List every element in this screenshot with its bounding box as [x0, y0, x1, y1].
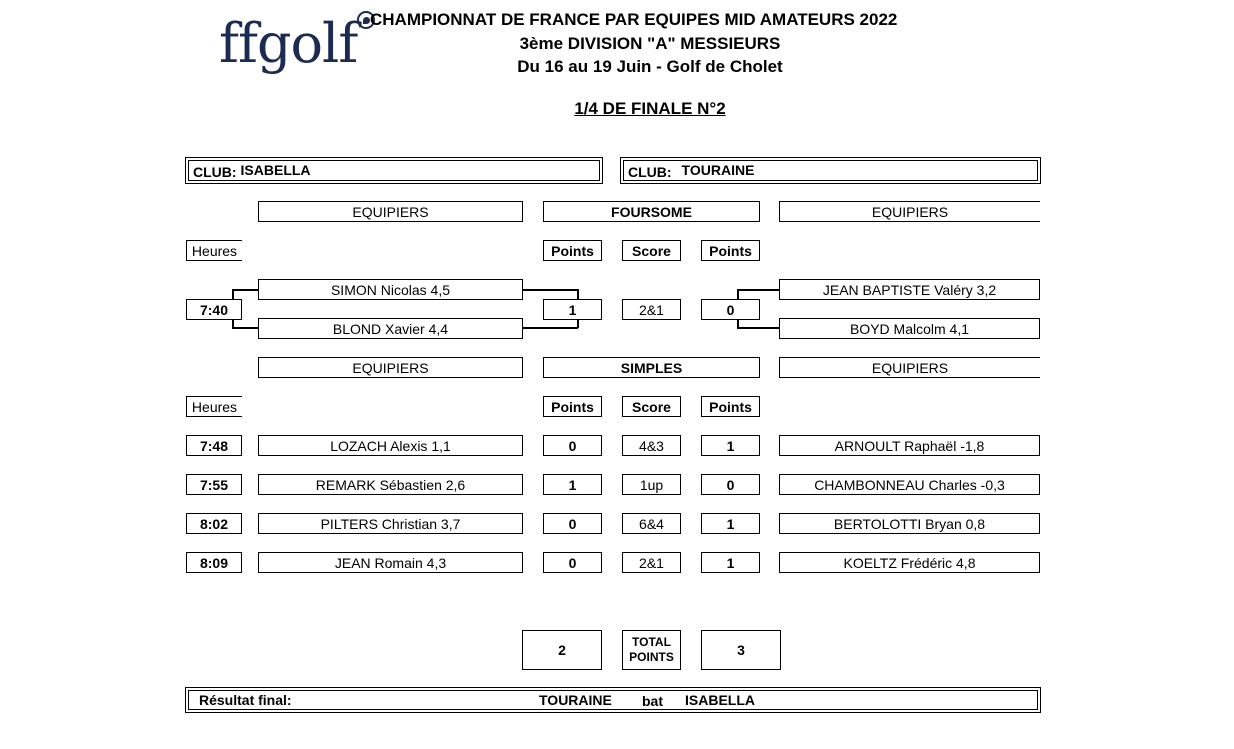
- simples-points-left: 0: [543, 552, 602, 573]
- simples-points-right-label: Points: [701, 396, 760, 417]
- foursome-points-left-label: Points: [543, 240, 602, 261]
- foursome-right-player-1: JEAN BAPTISTE Valéry 3,2: [779, 279, 1040, 300]
- ffgolf-logo: ffgolf: [219, 12, 358, 75]
- final-result-winner: TOURAINE: [539, 692, 612, 708]
- simples-points-right: 1: [701, 552, 760, 573]
- simples-score: 2&1: [622, 552, 681, 573]
- simples-equipiers-right: EQUIPIERS: [779, 357, 1040, 378]
- foursome-heures-label: Heures: [186, 240, 242, 261]
- simples-score: 6&4: [622, 513, 681, 534]
- division-title: 3ème DIVISION "A" MESSIEURS: [519, 34, 781, 53]
- simples-right-player: ARNOULT Raphaël -1,8: [779, 435, 1040, 456]
- simples-left-player: PILTERS Christian 3,7: [258, 513, 523, 534]
- total-points-left: 2: [522, 630, 602, 670]
- bracket-line: [577, 319, 579, 328]
- simples-points-left: 0: [543, 435, 602, 456]
- simples-time: 7:55: [186, 474, 242, 495]
- final-result-box: [185, 687, 1041, 713]
- bracket-line: [232, 327, 259, 329]
- event-dates: Du 16 au 19 Juin - Golf de Cholet: [517, 57, 783, 76]
- round-title: 1/4 DE FINALE N°2: [574, 99, 726, 118]
- simples-points-right: 1: [701, 513, 760, 534]
- bracket-line: [737, 319, 739, 328]
- foursome-section-label: FOURSOME: [543, 201, 760, 222]
- simples-score: 4&3: [622, 435, 681, 456]
- simples-time: 8:02: [186, 513, 242, 534]
- foursome-right-player-2: BOYD Malcolm 4,1: [779, 318, 1040, 339]
- simples-points-right: 1: [701, 435, 760, 456]
- simples-points-left: 0: [543, 513, 602, 534]
- foursome-points-right: 0: [701, 299, 760, 320]
- bracket-line: [232, 289, 259, 291]
- simples-points-left-label: Points: [543, 396, 602, 417]
- total-points-right: 3: [701, 630, 781, 670]
- foursome-equipiers-right: EQUIPIERS: [779, 201, 1040, 222]
- foursome-points-right-label: Points: [701, 240, 760, 261]
- foursome-points-left: 1: [543, 299, 602, 320]
- club-right-label: CLUB:: [628, 163, 672, 180]
- foursome-score-label: Score: [622, 240, 681, 261]
- club-right-name: TOURAINE: [681, 161, 755, 178]
- final-result-loser: ISABELLA: [685, 692, 755, 708]
- simples-right-player: CHAMBONNEAU Charles -0,3: [779, 474, 1040, 495]
- bracket-line: [737, 289, 780, 291]
- simples-heures-label: Heures: [186, 396, 242, 417]
- simples-right-player: BERTOLOTTI Bryan 0,8: [779, 513, 1040, 534]
- foursome-left-player-2: BLOND Xavier 4,4: [258, 318, 523, 339]
- simples-points-right: 0: [701, 474, 760, 495]
- simples-points-left: 1: [543, 474, 602, 495]
- simples-time: 8:09: [186, 552, 242, 573]
- simples-equipiers-left: EQUIPIERS: [258, 357, 523, 378]
- club-left-name: ISABELLA: [240, 161, 311, 178]
- foursome-score: 2&1: [622, 299, 681, 320]
- final-result-verb: bat: [642, 693, 663, 709]
- simples-score-label: Score: [622, 396, 681, 417]
- simples-section-label: SIMPLES: [543, 357, 760, 378]
- simples-time: 7:48: [186, 435, 242, 456]
- simples-right-player: KOELTZ Frédéric 4,8: [779, 552, 1040, 573]
- bracket-line: [522, 327, 578, 329]
- foursome-left-player-1: SIMON Nicolas 4,5: [258, 279, 523, 300]
- total-points-label: [622, 630, 681, 670]
- club-left-box: [185, 157, 603, 184]
- simples-left-player: JEAN Romain 4,3: [258, 552, 523, 573]
- foursome-equipiers-left: EQUIPIERS: [258, 201, 523, 222]
- simples-left-player: LOZACH Alexis 1,1: [258, 435, 523, 456]
- simples-score: 1up: [622, 474, 681, 495]
- championship-title: CHAMPIONNAT DE FRANCE PAR EQUIPES MID AMATEURS 2022: [370, 10, 898, 29]
- bracket-line: [522, 289, 578, 291]
- club-right-box: [620, 157, 1041, 184]
- foursome-time: 7:40: [186, 299, 242, 320]
- bracket-line: [737, 327, 780, 329]
- total-points-label-line2: POINTS: [629, 650, 674, 664]
- final-result-label: Résultat final:: [199, 692, 292, 708]
- simples-left-player: REMARK Sébastien 2,6: [258, 474, 523, 495]
- total-points-label-line1: TOTAL: [632, 635, 671, 649]
- club-left-label: CLUB:: [193, 163, 237, 180]
